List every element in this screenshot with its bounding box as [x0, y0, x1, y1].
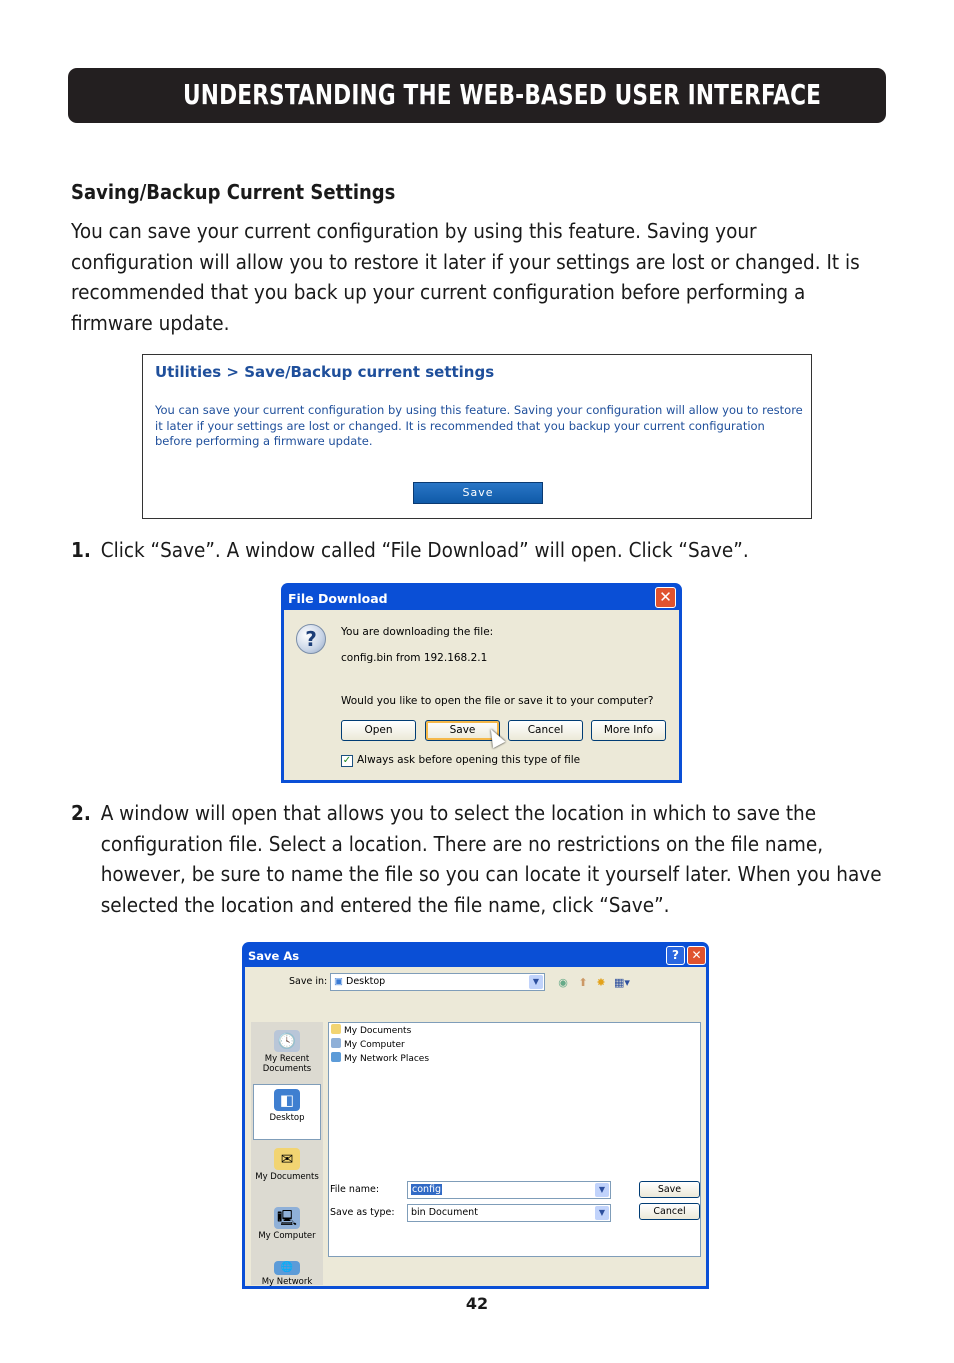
my-computer-icon: 🖳	[274, 1207, 300, 1229]
save-in-select[interactable]	[330, 973, 545, 991]
step-text: A window will open that allows you to select the location in which to save the configuration file. Select a location. There are no restrictions on the file name, however, be sure to name the file so you can locate it yourself later. When you have selected the location and entered the file name, click “Save”.	[100, 801, 882, 917]
download-prompt: Would you like to open the file or save it to your computer?	[341, 695, 654, 707]
dialog-title: File Download	[288, 591, 388, 606]
page-number: 42	[465, 1294, 489, 1313]
open-button[interactable]: Open	[341, 720, 416, 741]
list-item[interactable]: My Network Places	[331, 1052, 429, 1066]
save-type-value: bin Document	[411, 1207, 478, 1218]
folder-icon	[331, 1024, 341, 1034]
back-icon[interactable]: ◉	[558, 976, 568, 989]
folder-icon: ▣	[334, 976, 346, 987]
checkbox-label: Always ask before opening this type of file	[357, 754, 581, 766]
download-line-1: You are downloading the file:	[341, 626, 494, 638]
breadcrumb: Utilities > Save/Backup current settings	[155, 363, 495, 381]
list-item[interactable]: My Documents	[331, 1024, 411, 1038]
file-download-dialog	[281, 583, 682, 783]
place-label: Desktop	[269, 1113, 305, 1123]
place-desktop[interactable]	[253, 1084, 321, 1140]
cancel-button[interactable]: Cancel	[639, 1203, 700, 1220]
step-number: 2.	[71, 801, 91, 825]
step-text: Click “Save”. A window called “File Download” will open. Click “Save”.	[100, 538, 749, 562]
save-type-select[interactable]	[407, 1204, 611, 1222]
places-bar	[251, 1022, 323, 1285]
page-title: UNDERSTANDING THE WEB-BASED USER INTERFACE	[183, 78, 822, 111]
question-icon: ?	[296, 624, 326, 654]
place-label: My Recent Documents	[262, 1054, 312, 1074]
place-label: My Documents	[255, 1172, 319, 1182]
save-in-label: Save in:	[289, 976, 328, 987]
place-label: My Network	[261, 1277, 313, 1287]
place-my-recent-documents[interactable]	[253, 1026, 321, 1082]
intro-paragraph: You can save your current configuration by using this feature. Saving your configuration will allow you to restore it later if your settings are lost or changed. It is recommended that you back up your current configuration before performing a firmware update.	[71, 219, 860, 335]
always-ask-checkbox[interactable]: ✓	[342, 755, 352, 766]
place-my-computer[interactable]	[253, 1203, 321, 1259]
save-in-value: Desktop	[346, 976, 386, 987]
view-menu-icon[interactable]: ▦▾	[614, 976, 630, 989]
save-button[interactable]: Save	[413, 482, 543, 504]
dialog-title: Save As	[248, 949, 300, 963]
chevron-down-icon: ▼	[595, 1206, 609, 1220]
new-folder-icon[interactable]: ✸	[596, 976, 606, 989]
web-ui-panel	[142, 354, 812, 519]
desktop-icon: ◧	[274, 1089, 300, 1111]
section-heading: Saving/Backup Current Settings	[71, 180, 396, 204]
step-number: 1.	[71, 538, 91, 562]
my-documents-icon: ✉	[274, 1148, 300, 1170]
chevron-down-icon: ▼	[529, 975, 543, 989]
file-name-value: config	[412, 1184, 442, 1195]
network-icon	[331, 1052, 341, 1062]
header-banner	[68, 68, 886, 123]
place-my-documents[interactable]	[253, 1144, 321, 1200]
close-icon[interactable]: ✕	[687, 946, 706, 965]
download-file-name: config.bin from 192.168.2.1	[341, 652, 488, 664]
list-item[interactable]: My Computer	[331, 1038, 405, 1052]
panel-description: You can save your current configuration by using this feature. Saving your configuration will allow you to restore it later if your settings are lost or changed. It is recommended that you backup your current configuration before performing a firmware update.	[155, 403, 803, 448]
chevron-down-icon: ▼	[595, 1183, 609, 1197]
help-icon[interactable]: ?	[666, 946, 685, 965]
up-folder-icon[interactable]: ⬆	[578, 976, 588, 989]
cancel-button[interactable]: Cancel	[508, 720, 583, 741]
dialog-body	[245, 967, 706, 1286]
computer-icon	[331, 1038, 341, 1048]
my-network-icon: 🌐	[274, 1261, 300, 1275]
place-my-network[interactable]	[253, 1260, 321, 1287]
close-icon[interactable]: ✕	[655, 587, 676, 608]
more-info-button[interactable]: More Info	[591, 720, 666, 741]
place-label: My Computer	[258, 1231, 316, 1241]
file-name-label: File name:	[330, 1184, 380, 1195]
save-as-dialog	[242, 942, 709, 1289]
save-button[interactable]: Save	[639, 1181, 700, 1198]
file-name-input[interactable]	[407, 1181, 611, 1199]
recent-documents-icon: 🕓	[274, 1030, 300, 1052]
save-button[interactable]: Save	[425, 720, 500, 741]
dialog-body	[284, 610, 679, 780]
save-type-label: Save as type:	[330, 1207, 395, 1218]
